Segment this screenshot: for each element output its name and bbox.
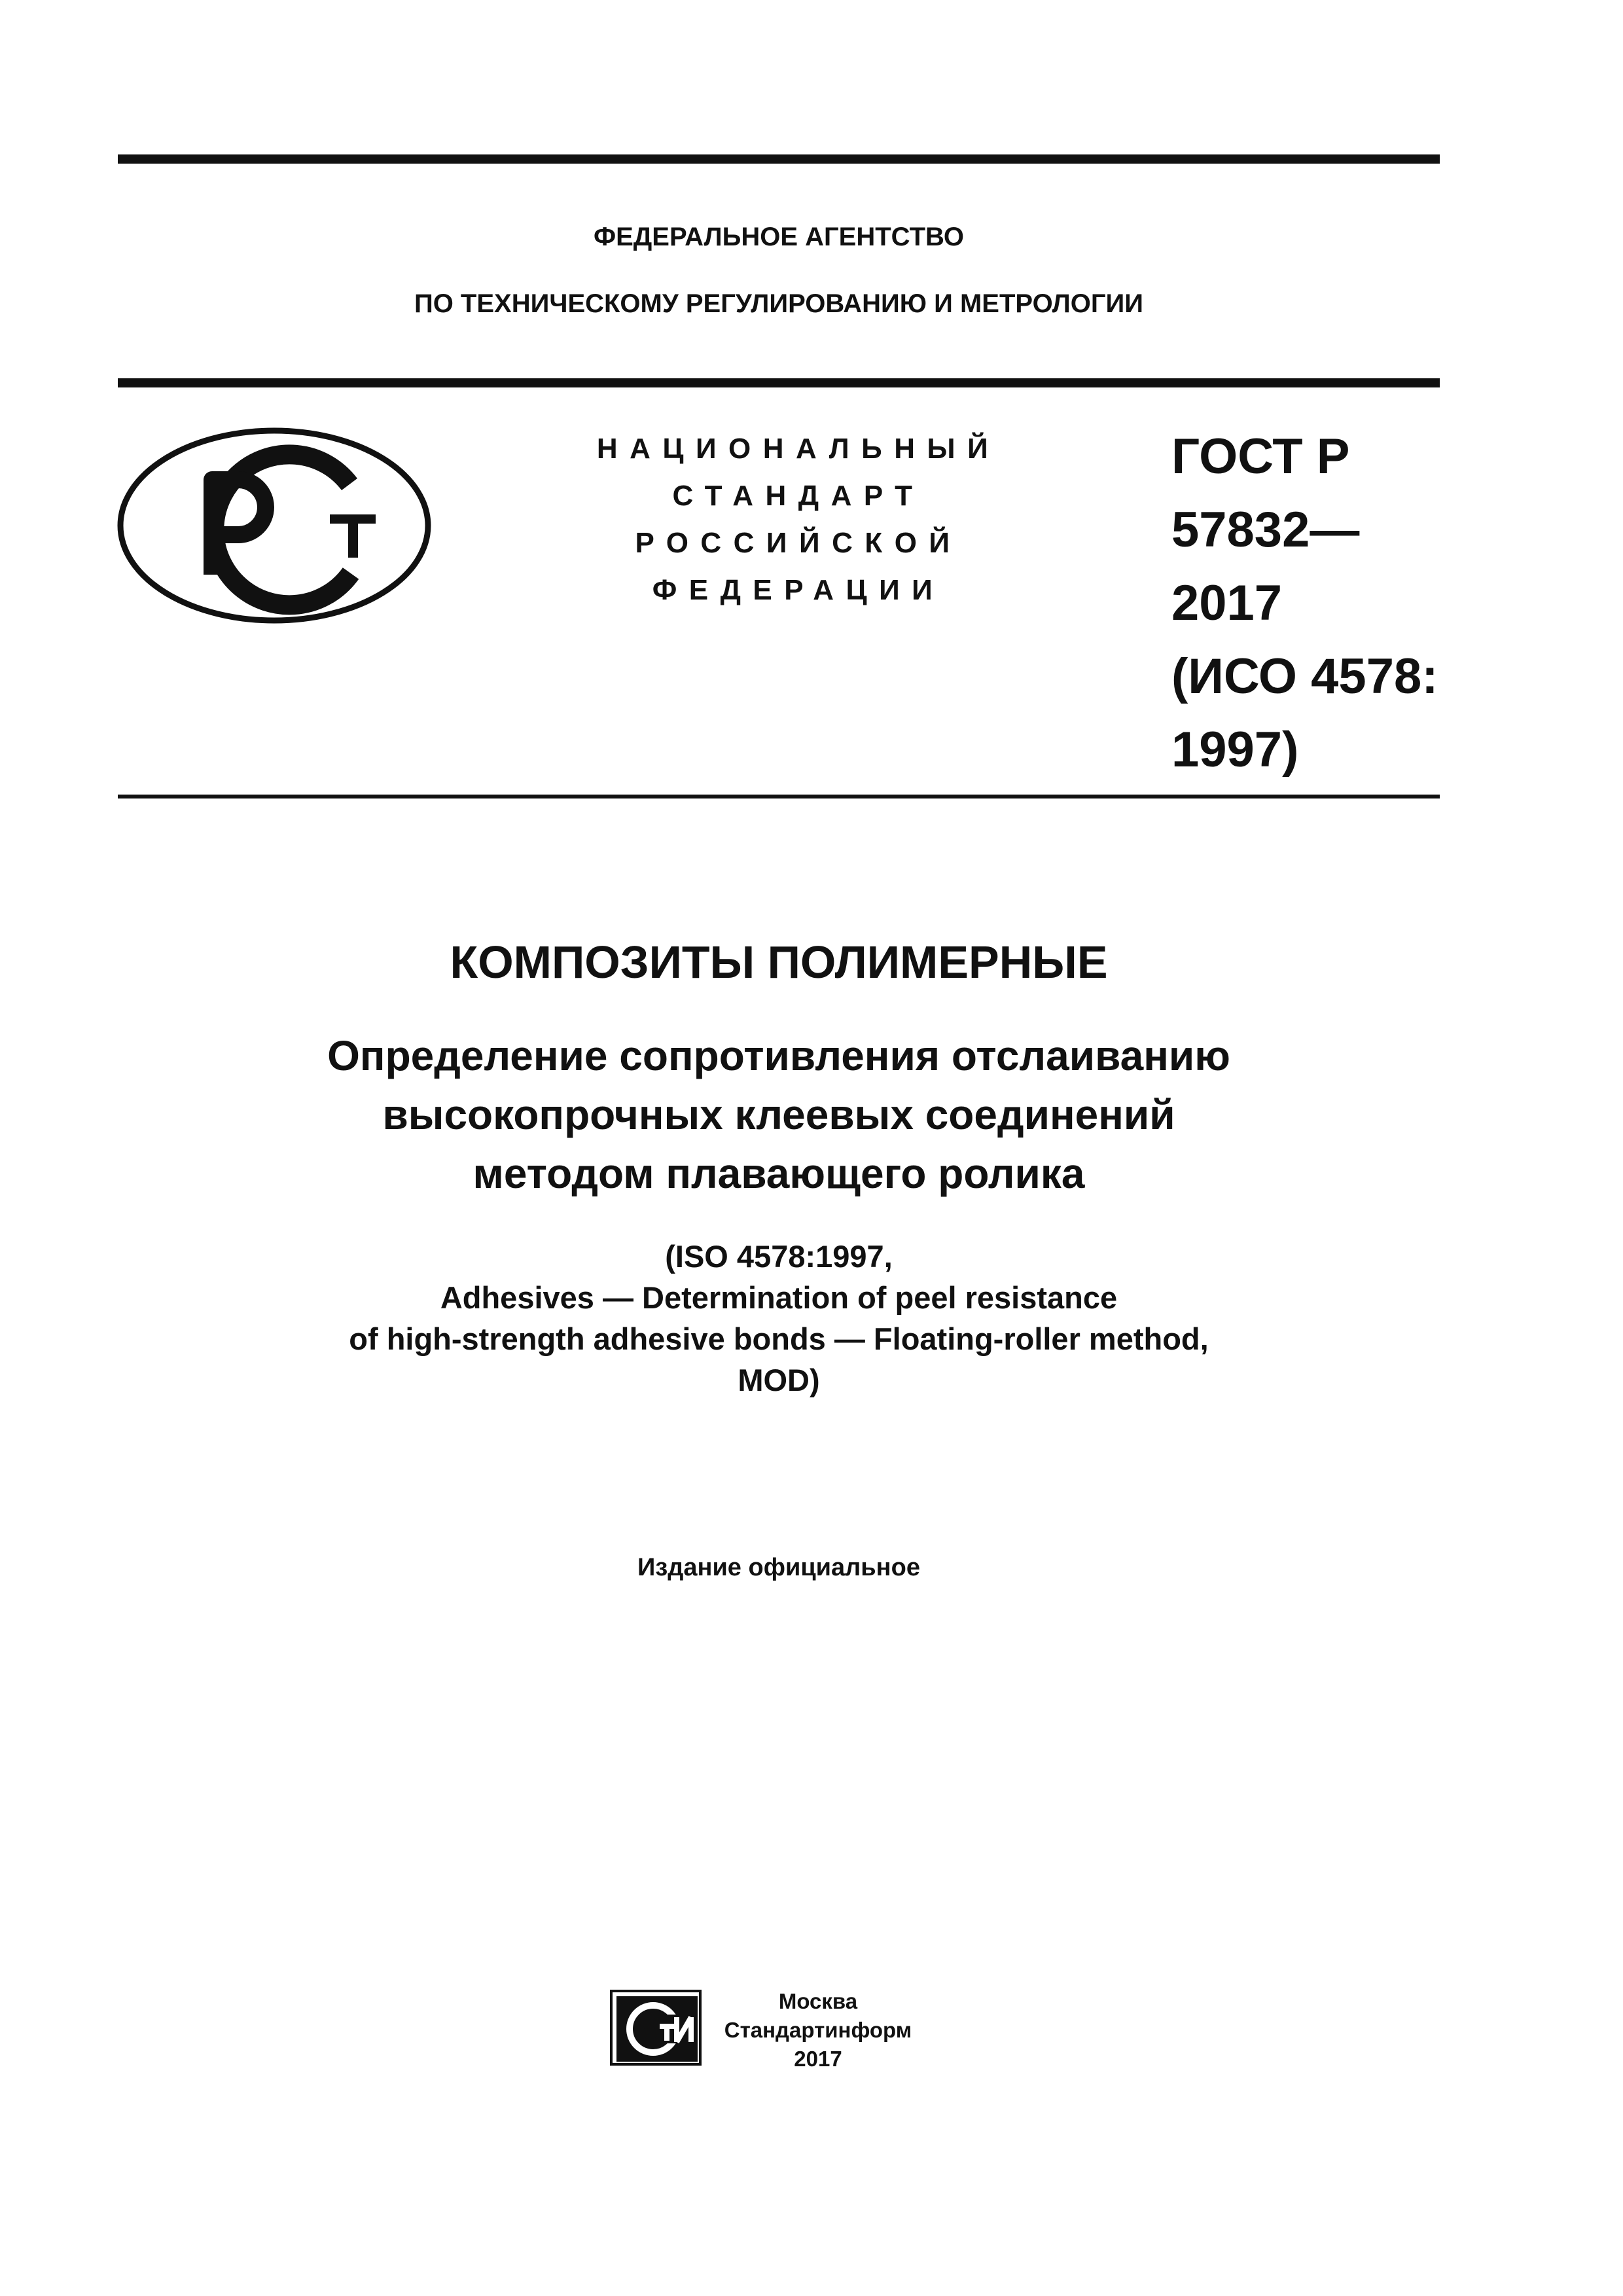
subtitle-line-3: методом плавающего ролика (473, 1150, 1085, 1197)
gost-r-emblem-icon (114, 424, 435, 627)
designation-line-5: 1997) (1171, 722, 1299, 778)
publisher-city: Москва (778, 1989, 858, 2013)
designation-line-2: 57832— (1171, 502, 1360, 558)
subtitle-line-1: Определение сопротивления отслаиванию (327, 1032, 1230, 1079)
top-rule (118, 154, 1440, 164)
national-standard-label (569, 425, 1027, 614)
lower-rule (118, 795, 1440, 798)
agency-name-line-2: ПО ТЕХНИЧЕСКОМУ РЕГУЛИРОВАНИЮ И МЕТРОЛОГИИ (414, 289, 1144, 318)
designation-line-3: 2017 (1171, 575, 1283, 631)
national-standard-line-1: НАЦИОНАЛЬНЫЙ (596, 433, 1001, 465)
iso-reference-line-1: (ISO 4578:1997, (665, 1239, 893, 1274)
middle-rule (118, 378, 1440, 387)
edition-label: Издание официальное (637, 1554, 920, 1581)
iso-reference-line-3: of high-strength adhesive bonds — Floating-roller method, (349, 1321, 1209, 1356)
document-subtitle (118, 1026, 1440, 1203)
standartinform-logo-icon (609, 1988, 707, 2068)
designation-line-1: ГОСТ Р (1171, 429, 1350, 484)
iso-reference-line-4: MOD) (738, 1363, 820, 1397)
designation-line-4: (ИСО 4578: (1171, 649, 1438, 704)
document-title: КОМПОЗИТЫ ПОЛИМЕРНЫЕ (450, 937, 1108, 988)
national-standard-line-3: РОССИЙСКОЙ (635, 527, 962, 559)
publisher-year: 2017 (794, 2047, 842, 2071)
standard-designation (1171, 420, 1446, 787)
publisher-name: Стандартинформ (724, 2018, 912, 2042)
iso-reference-line-2: Adhesives — Determination of peel resistance (440, 1280, 1118, 1315)
iso-reference (118, 1236, 1440, 1401)
national-standard-line-2: СТАНДАРТ (672, 480, 925, 512)
agency-name-line-1: ФЕДЕРАЛЬНОЕ АГЕНТСТВО (593, 223, 965, 251)
national-standard-line-4: ФЕДЕРАЦИИ (652, 574, 945, 606)
publisher-block (720, 1987, 916, 2073)
subtitle-line-2: высокопрочных клеевых соединений (382, 1091, 1175, 1138)
